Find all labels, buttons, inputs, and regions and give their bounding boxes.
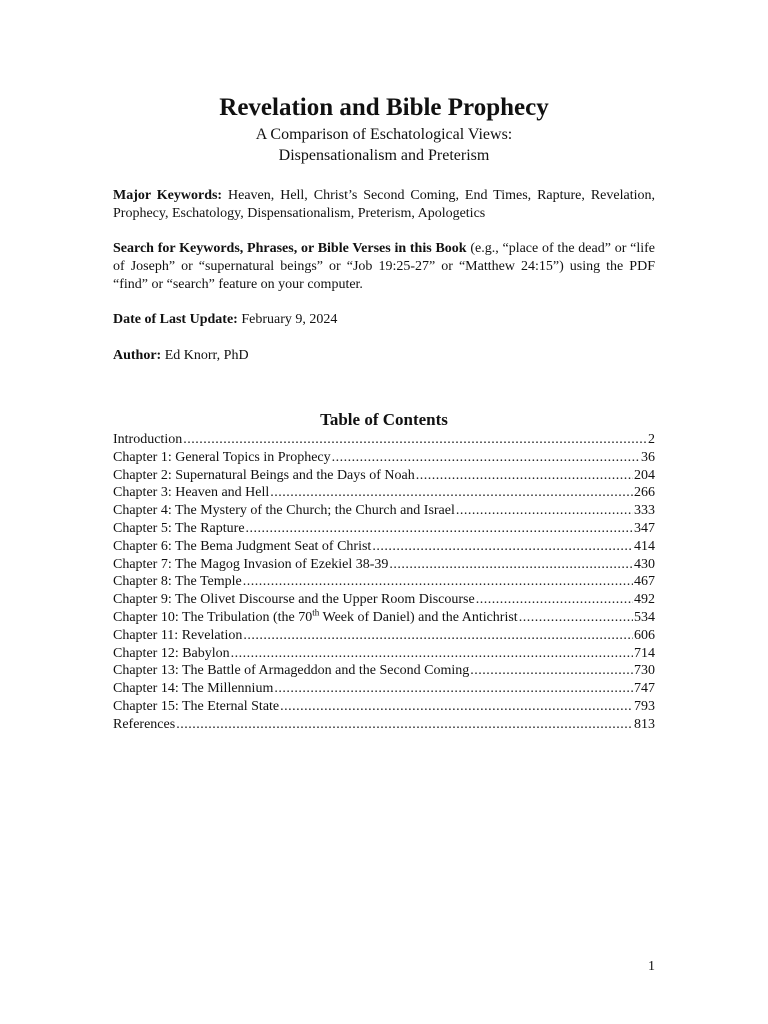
toc-dot-leader [243, 573, 633, 591]
toc-entry[interactable] [113, 627, 655, 645]
toc-entry[interactable] [113, 662, 655, 680]
toc-entry-page-number: 714 [634, 645, 655, 661]
toc-entry-label [113, 431, 182, 449]
toc-entry[interactable] [113, 431, 655, 449]
toc-entry-label [113, 467, 415, 485]
author-value: Ed Knorr, PhD [161, 348, 249, 363]
toc-entry-page-number: 414 [634, 538, 655, 554]
toc-entry[interactable] [113, 645, 655, 663]
toc-dot-leader [519, 609, 633, 627]
toc-entry-label [113, 591, 475, 609]
toc-entry-page-number: 606 [634, 627, 655, 643]
author-label: Author: [113, 348, 162, 363]
toc-dot-leader [274, 680, 633, 698]
toc-dot-leader [372, 538, 633, 556]
toc-entry-page-number: 793 [634, 698, 655, 714]
toc-entry-label-text: Chapter 4: The Mystery of the Church; the Church and Israel [113, 503, 455, 519]
author-line [113, 347, 655, 365]
toc-entry-page-number: 2 [648, 432, 655, 447]
toc-entry[interactable] [113, 467, 655, 485]
toc-entry[interactable] [113, 609, 655, 627]
toc-entry-label-text: Chapter 8: The Temple [113, 574, 242, 590]
toc-entry-page-number: 747 [634, 681, 655, 697]
toc-dot-leader [231, 645, 633, 663]
last-update-label: Date of Last Update: [113, 312, 238, 327]
table-of-contents [113, 431, 655, 734]
page-content [113, 92, 655, 734]
search-instructions-paragraph [113, 240, 655, 294]
toc-entry-label-text: Chapter 3: Heaven and Hell [113, 485, 270, 501]
toc-dot-leader [243, 627, 633, 645]
search-text: (e.g., “place of the dead” or “life of Joseph” or “supernatural beings” or “Job 19:25-27” or “Matthew 24:15”) using the PDF “find” or “search” feature on your computer. [113, 241, 655, 292]
toc-entry-label-text: Chapter 6: The Bema Judgment Seat of Christ [113, 538, 372, 554]
toc-entry-label-text: Chapter 9: The Olivet Discourse and the Upper Room Discourse [113, 592, 475, 608]
toc-entry-label [113, 520, 245, 538]
toc-entry[interactable] [113, 538, 655, 556]
toc-dot-leader [476, 591, 633, 609]
page-number: 1 [648, 959, 655, 974]
last-update-line [113, 311, 655, 329]
toc-entry-label-text: Chapter 12: Babylon [113, 645, 230, 661]
toc-entry-page-number: 492 [634, 592, 655, 608]
toc-title: Table of Contents [320, 410, 448, 429]
toc-entry-page-number: 467 [634, 574, 655, 590]
toc-entry-label-text: Chapter 1: General Topics in Prophecy [113, 449, 331, 465]
toc-dot-leader [183, 431, 647, 449]
toc-entry-label-text: Chapter 10: The Tribulation (the 70 [113, 609, 313, 625]
toc-entry-label-text: Chapter 15: The Eternal State [113, 698, 280, 714]
toc-dot-leader [280, 698, 633, 716]
last-update-value: February 9, 2024 [237, 312, 338, 327]
toc-entry-page-number: 730 [634, 663, 655, 679]
toc-dot-leader [470, 662, 633, 680]
toc-entry-label-text: Chapter 7: The Magog Invasion of Ezekiel 38-39 [113, 556, 389, 572]
toc-dot-leader [246, 520, 633, 538]
toc-entry-label [113, 484, 269, 502]
toc-entry[interactable] [113, 698, 655, 716]
document-title: Revelation and Bible Prophecy [219, 94, 549, 121]
toc-dot-leader [176, 716, 633, 734]
toc-entry-page-number: 266 [634, 485, 655, 501]
toc-dot-leader [389, 556, 633, 574]
toc-entry-page-number: 813 [634, 716, 655, 732]
toc-dot-leader [270, 484, 633, 502]
toc-entry-page-number: 333 [634, 503, 655, 519]
toc-entry-label [113, 662, 469, 680]
toc-dot-leader [456, 502, 633, 520]
toc-entry-page-number: 430 [634, 556, 655, 572]
toc-entry-label-text: Chapter 13: The Battle of Armageddon and the Second Coming [113, 663, 470, 679]
toc-entry[interactable] [113, 502, 655, 520]
toc-entry[interactable] [113, 484, 655, 502]
toc-entry-page-number: 534 [634, 609, 655, 625]
toc-entry-label-text: Chapter 11: Revelation [113, 627, 243, 643]
toc-entry-label [113, 716, 175, 734]
toc-entry-label-text: Chapter 5: The Rapture [113, 520, 245, 536]
toc-entry-label-text: References [113, 716, 176, 732]
document-subtitle-line-1: A Comparison of Eschatological Views: [255, 126, 513, 143]
search-label: Search for Keywords, Phrases, or Bible Verses in this Book [113, 241, 467, 256]
toc-entry-label [113, 556, 388, 574]
toc-entry-label [113, 449, 331, 467]
toc-entry[interactable] [113, 573, 655, 591]
toc-entry[interactable] [113, 680, 655, 698]
toc-entry-label [113, 698, 279, 716]
keywords-text: Heaven, Hell, Christ’s Second Coming, End Times, Rapture, Revelation, Prophecy, Eschatology, Dispensationalism, Preterism, Apologetics [113, 188, 655, 221]
toc-dot-leader [332, 449, 640, 467]
document-subtitle-line-2: Dispensationalism and Preterism [278, 147, 490, 164]
toc-entry-label [113, 573, 242, 591]
toc-entry[interactable] [113, 591, 655, 609]
keywords-label: Major Keywords: [113, 188, 223, 203]
toc-entry-superscript: th [312, 608, 320, 618]
toc-entry-label-text: Chapter 14: The Millennium [113, 681, 274, 697]
toc-entry[interactable] [113, 449, 655, 467]
toc-entry-label [113, 502, 455, 520]
toc-entry-label [113, 680, 273, 698]
toc-entry-label [113, 538, 371, 556]
toc-entry-label [113, 645, 230, 663]
toc-entry[interactable] [113, 520, 655, 538]
toc-entry-label-text: Introduction [113, 432, 183, 447]
toc-entry-label [113, 627, 242, 645]
toc-dot-leader [416, 467, 633, 485]
toc-entry-label [113, 609, 518, 627]
toc-entry-page-number: 347 [634, 520, 655, 536]
toc-entry-label-text: Chapter 2: Supernatural Beings and the Days of Noah [113, 467, 415, 483]
toc-entry-label-continuation: Week of Daniel) and the Antichrist [319, 609, 518, 625]
toc-entry-page-number: 204 [634, 467, 655, 483]
keywords-paragraph [113, 187, 655, 223]
toc-entry-page-number: 36 [641, 449, 655, 465]
toc-entry[interactable] [113, 556, 655, 574]
toc-entry[interactable] [113, 716, 655, 734]
